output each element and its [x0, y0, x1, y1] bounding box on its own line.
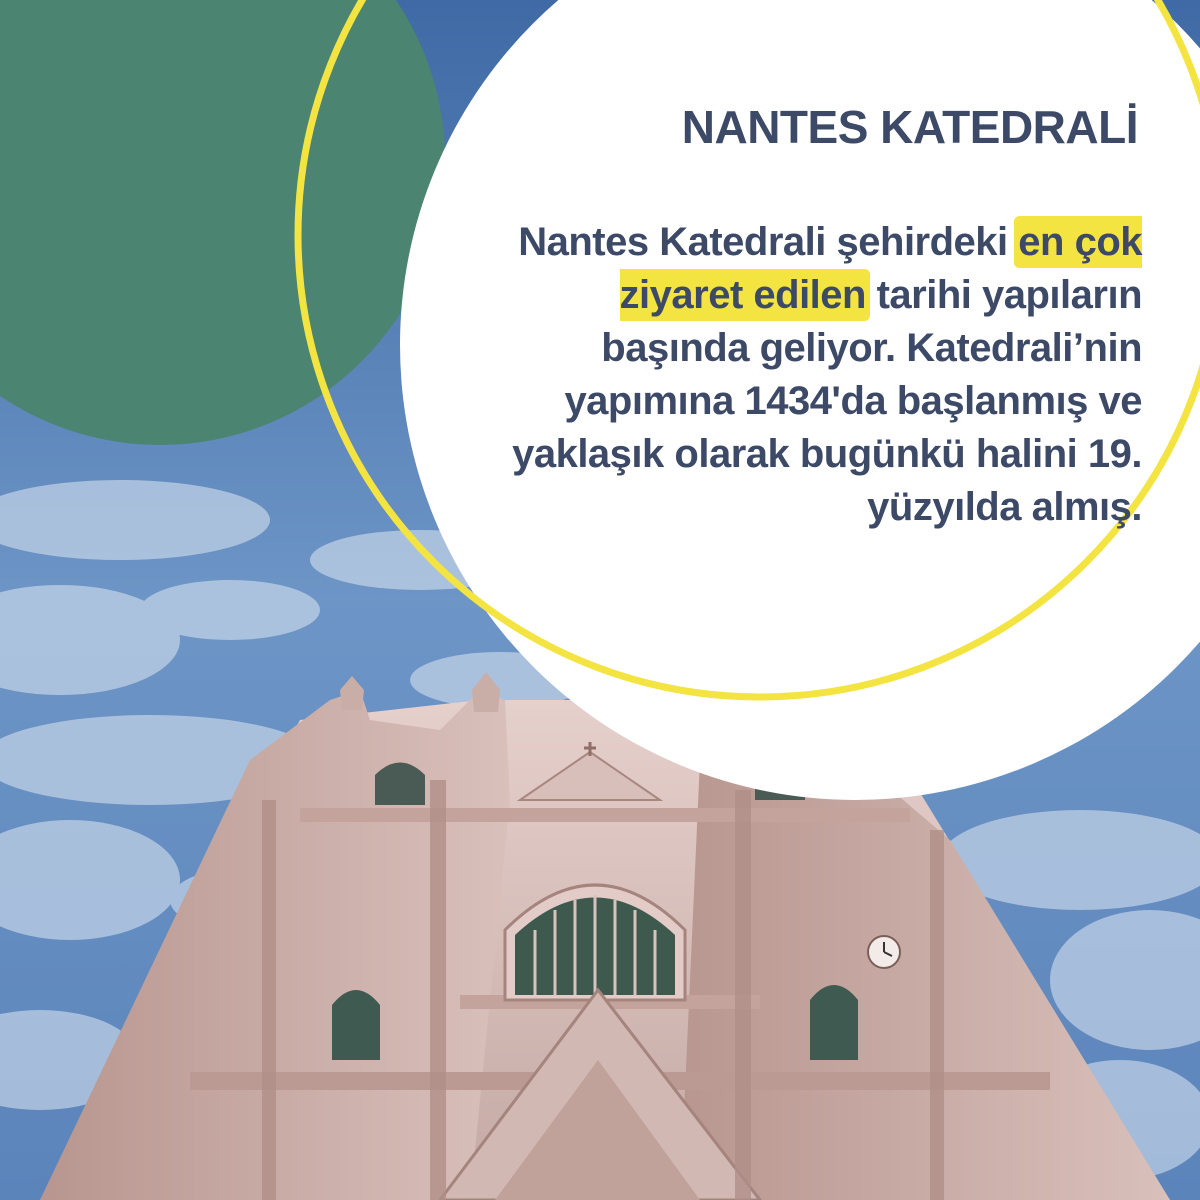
article-highlight: en çok ziyaret edilen	[619, 220, 1142, 317]
article-body	[502, 216, 1142, 534]
article-lead: Nantes Katedrali şehirdeki	[518, 220, 1019, 264]
page-title: NANTES KATEDRALİ	[681, 101, 1138, 153]
article-rest: tarihi yapıların başında geliyor. Katedrali’nin yapımına 1434'da başlanmış ve yaklaşık olarak bugünkü halini 19. yüzyılda almış.	[512, 273, 1142, 529]
